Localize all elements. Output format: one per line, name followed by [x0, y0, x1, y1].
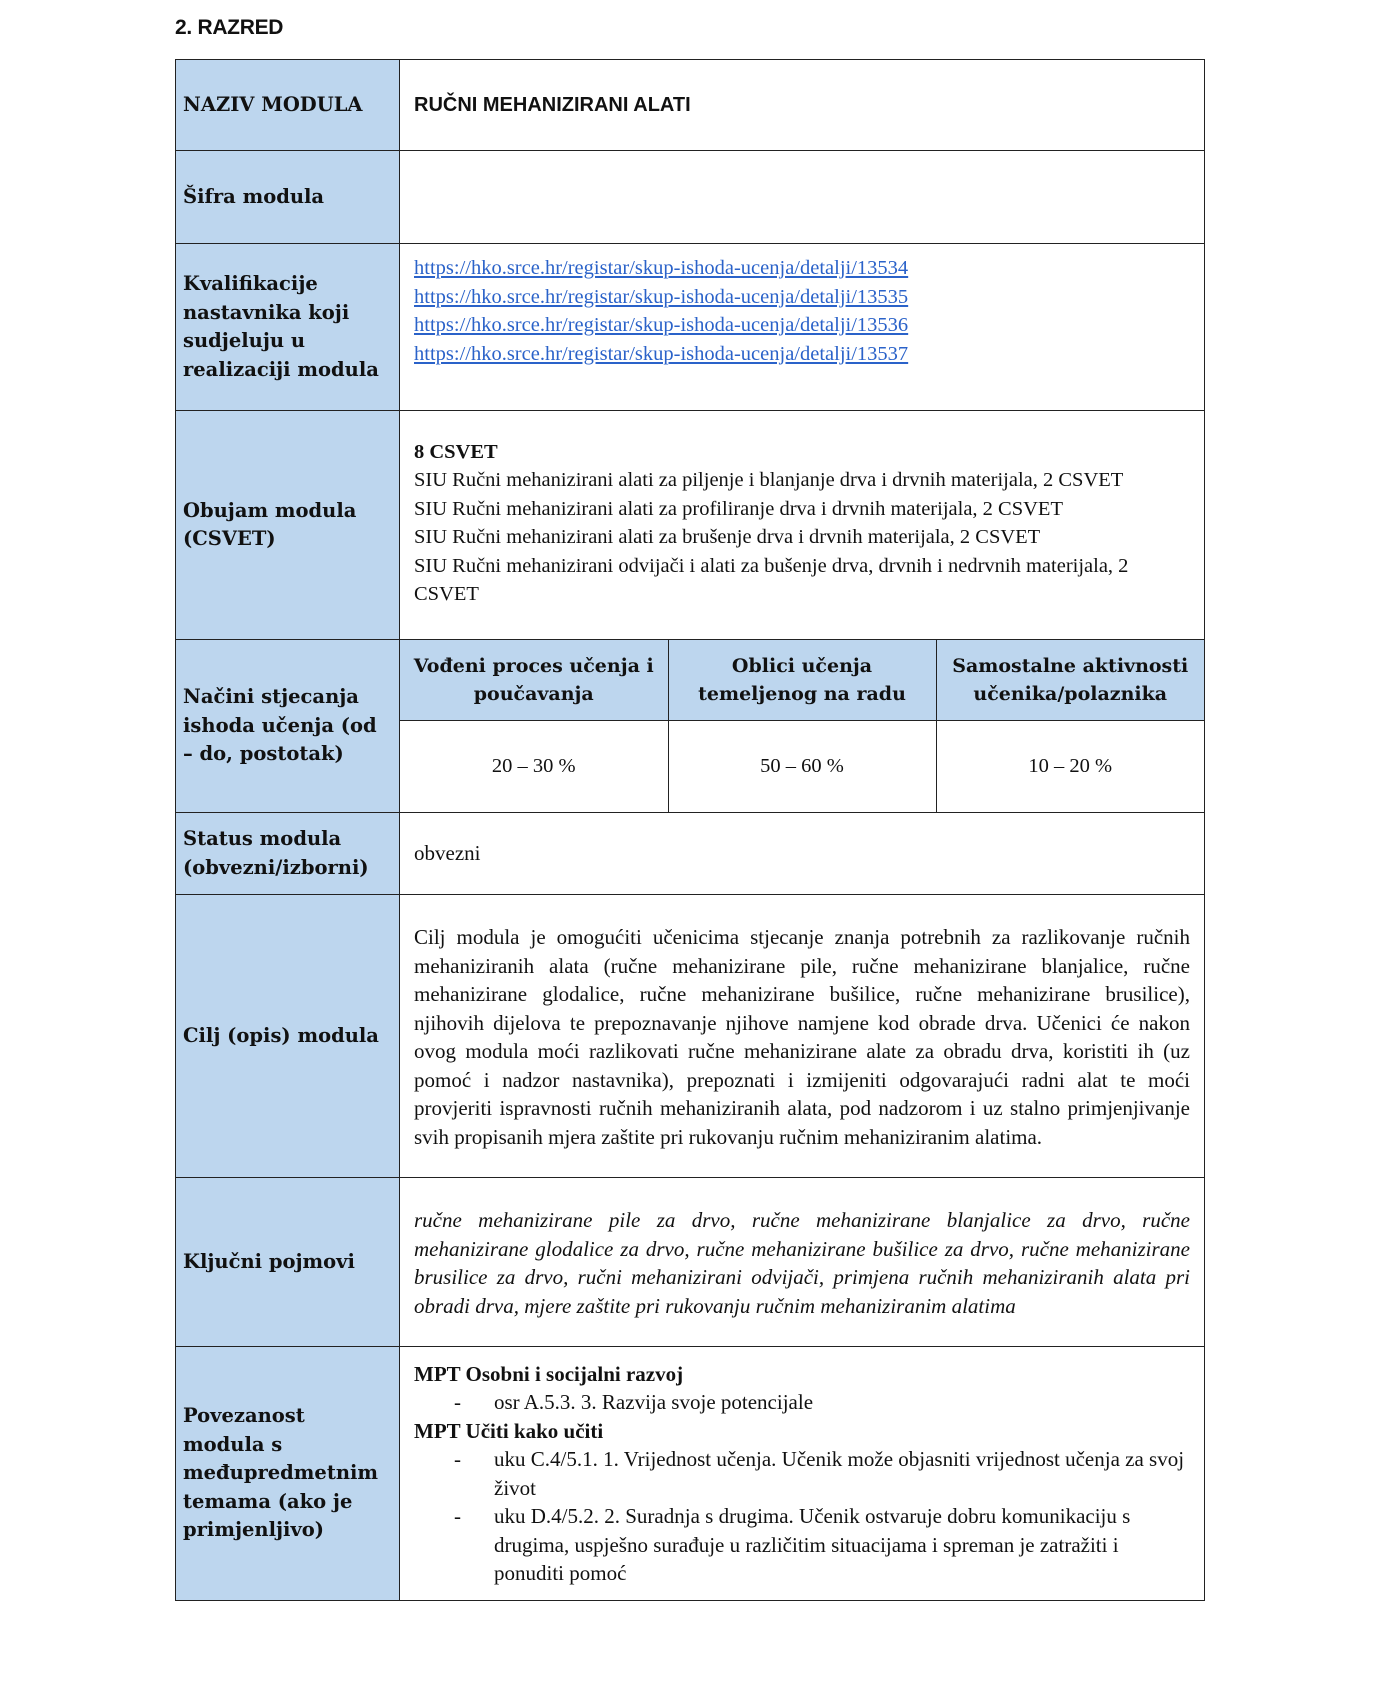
learning-modes-table — [400, 640, 1204, 812]
mode-header: Vođeni proces učenja i poučavanja — [400, 640, 668, 721]
module-name: RUČNI MEHANIZIRANI ALATI — [414, 94, 691, 117]
topic-item-text: uku C.4/5.1. 1. Vrijednost učenja. Učenik može objasniti vrijednost učenja za svoj život — [494, 1447, 1185, 1500]
qualification-link[interactable]: https://hko.srce.hr/registar/skup-ishoda-ucenja/detalji/13537 — [414, 342, 909, 365]
label-obujam: Obujam modula (CSVET) — [176, 411, 400, 640]
label-naziv: NAZIV MODULA — [176, 60, 400, 151]
qualification-link[interactable]: https://hko.srce.hr/registar/skup-ishoda-ucenja/detalji/13535 — [414, 285, 909, 308]
credits-item: SIU Ručni mehanizirani alati za profiliranje drva i drvnih materijala, 2 CSVET — [414, 497, 1063, 520]
module-table — [175, 59, 1205, 1601]
module-code — [400, 151, 1205, 244]
module-status: obvezni — [400, 813, 1205, 895]
topic-title: MPT Učiti kako učiti — [414, 1418, 604, 1443]
row-obujam — [176, 411, 1205, 640]
bullet-dash: - — [454, 1504, 461, 1528]
row-povezanost — [176, 1347, 1205, 1601]
credits-total: 8 CSVET — [414, 440, 498, 463]
row-sifra — [176, 151, 1205, 244]
row-kvalifikacije — [176, 244, 1205, 411]
credits-item: SIU Ručni mehanizirani alati za piljenje i blanjanje drva i drvnih materijala, 2 CSVET — [414, 469, 1124, 491]
label-sifra: Šifra modula — [176, 151, 400, 244]
label-nacini: Načini stjecanja ishoda učenja (od – do, postotak) — [176, 640, 400, 813]
topic-item — [414, 1502, 1190, 1588]
topic-title: MPT Osobni i socijalni razvoj — [414, 1361, 684, 1386]
topic-item-text: uku D.4/5.2. 2. Suradnja s drugima. Učenik ostvaruje dobru komunikaciju s drugima, uspješno surađuje u različitim situacijama i spreman je zatražiti i ponuditi pomoć — [494, 1504, 1131, 1585]
topic-item — [414, 1388, 1190, 1417]
row-nacini — [176, 640, 1205, 813]
mode-header: Samostalne aktivnosti učenika/polaznika — [936, 640, 1204, 721]
bullet-dash: - — [454, 1447, 461, 1471]
label-povezanost: Povezanost modula s međupredmetnim temama (ako je primjenljivo) — [176, 1347, 400, 1601]
key-terms: ručne mehanizirane pile za drvo, ručne mehanizirane blanjalice za drvo, ručne mehanizirane glodalice za drvo, ručne mehanizirane bušilice za drvo, ručne mehanizirane brusilice za drvo, ručni mehanizirani odvijači, primjena ručnih mehaniziranih alata pri obradi drva, mjere zaštite pri rukovanju ručnim mehaniziranim alatima — [414, 1208, 1190, 1318]
credits-list — [414, 434, 1190, 617]
row-pojmovi — [176, 1178, 1205, 1347]
label-cilj: Cilj (opis) modula — [176, 895, 400, 1178]
credits-item: SIU Ručni mehanizirani alati za brušenje drva i drvnih materijala, 2 CSVET — [414, 526, 1041, 548]
topic-item — [414, 1445, 1190, 1502]
bullet-dash: - — [454, 1390, 461, 1414]
mode-value: 10 – 20 % — [936, 721, 1204, 812]
label-pojmovi: Ključni pojmovi — [176, 1178, 400, 1347]
qualification-links — [414, 250, 1190, 404]
page-heading: 2. RAZRED — [175, 16, 284, 39]
mode-value: 50 – 60 % — [668, 721, 936, 812]
label-status: Status modula (obvezni/izborni) — [176, 813, 400, 895]
row-naziv — [176, 60, 1205, 151]
cross-curricular-topics — [414, 1352, 1190, 1596]
qualification-link[interactable]: https://hko.srce.hr/registar/skup-ishoda-ucenja/detalji/13534 — [414, 257, 909, 279]
mode-header: Oblici učenja temeljenog na radu — [668, 640, 936, 721]
credits-item: SIU Ručni mehanizirani odvijači i alati za bušenje drva, drvnih i nedrvnih materijala, 2 CSVET — [414, 554, 1129, 605]
qualification-link[interactable]: https://hko.srce.hr/registar/skup-ishoda-ucenja/detalji/13536 — [414, 314, 909, 336]
row-cilj — [176, 895, 1205, 1178]
label-kvalifikacije: Kvalifikacije nastavnika koji sudjeluju u realizaciji modula — [176, 244, 400, 411]
topic-item-text: osr A.5.3. 3. Razvija svoje potencijale — [494, 1390, 814, 1414]
module-goal: Cilj modula je omogućiti učenicima stjecanje znanja potrebnih za razlikovanje ručnih mehaniziranih alata (ručne mehanizirane pile, ručne mehanizirane blanjalice, ručne mehanizirane glodalice, ručne mehanizirane bušilice, ručne mehanizirane brusilice), njihovih dijelova te prepoznavanje njihove namjene kod obrade drva. Učenici će nakon ovog modula moći razlikovati ručne mehanizirane alate za obradu drva, koristiti ih (uz pomoć i nadzor nastavnika), prepoznati i izmijeniti odgovarajući radni alat te moći provjeriti ispravnosti ručnih mehaniziranih alata, pod nadzorom i uz stalno primjenjivanje svih propisanih mjera zaštite pri rukovanju ručnim mehaniziranim alatima. — [414, 925, 1190, 1149]
row-status — [176, 813, 1205, 895]
mode-value: 20 – 30 % — [491, 755, 576, 778]
